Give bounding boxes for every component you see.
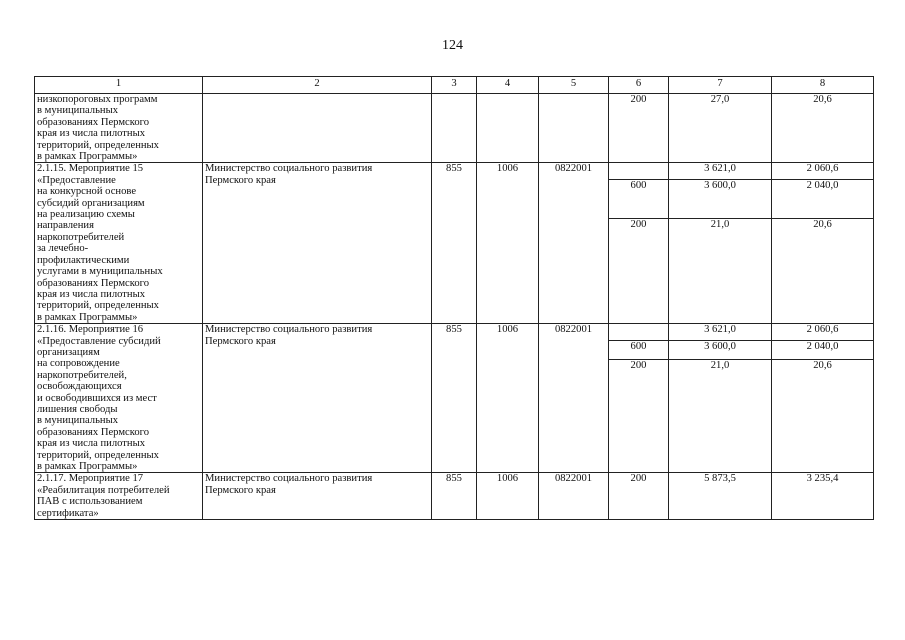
- activity-name-cell: 2.1.16. Мероприятие 16 «Предоставление субсидий организациям на сопровождение наркопотребителей, освобождающихся и освободившихся из мест лишения свободы в муниципальных образованиях Пермского края из числа пилотных территорий, определенных в рамках Программы»: [35, 324, 203, 473]
- code-cell-5: [539, 94, 609, 163]
- code-cell-3: 855: [432, 473, 477, 520]
- code-cell-5: 0822001: [539, 324, 609, 473]
- header-cell: 4: [477, 77, 539, 94]
- value-column-c7: [669, 324, 772, 473]
- sub-value: 2 040,0: [772, 179, 873, 218]
- sub-value: 200: [609, 218, 668, 230]
- value-column-c6: [609, 473, 669, 520]
- sub-value: 600: [609, 340, 668, 359]
- page-number: 124: [442, 38, 463, 53]
- value-column-c6: [609, 163, 669, 324]
- organization-cell: Министерство социального развития Пермского края: [203, 163, 432, 324]
- activity-name-cell: 2.1.17. Мероприятие 17 «Реабилитация потребителей ПАВ с использованием сертификата»: [35, 473, 203, 520]
- table-row: [35, 94, 874, 163]
- organization-cell: Министерство социального развития Пермского края: [203, 324, 432, 473]
- code-cell-4: [477, 94, 539, 163]
- organization-cell: Министерство социального развития Пермского края: [203, 473, 432, 520]
- sub-value: 3 621,0: [704, 163, 736, 175]
- table-row: [35, 324, 874, 473]
- sub-value: 600: [609, 179, 668, 218]
- header-cell: 7: [669, 77, 772, 94]
- sub-value: 2 060,6: [806, 324, 839, 336]
- organization-cell: [203, 94, 432, 163]
- code-cell-4: 1006: [477, 324, 539, 473]
- code-cell-3: 855: [432, 163, 477, 324]
- header-cell: 2: [203, 77, 432, 94]
- value-column-c7: [669, 473, 772, 520]
- value-column-c8: [772, 163, 874, 324]
- value-column-c6: [609, 324, 669, 473]
- sub-value: 3 621,0: [704, 324, 736, 336]
- activity-name-cell: низкопороговых программ в муниципальных образованиях Пермского края из числа пилотных территорий, определенных в рамках Программы»: [35, 94, 203, 163]
- sub-value: 20,6: [772, 359, 873, 371]
- code-cell-4: 1006: [477, 473, 539, 520]
- sub-value: 20,6: [772, 218, 873, 230]
- sub-value: 5 873,5: [704, 473, 736, 485]
- value-column-c8: [772, 94, 874, 163]
- value-column-c6: [609, 94, 669, 163]
- sub-value: 200: [609, 359, 668, 371]
- code-cell-5: 0822001: [539, 163, 609, 324]
- sub-value: 20,6: [813, 94, 832, 105]
- sub-value: 3 235,4: [806, 473, 839, 485]
- sub-value: [611, 163, 666, 179]
- activity-name-cell: 2.1.15. Мероприятие 15 «Предоставление на конкурсной основе субсидий организациям на реализацию схемы направления наркопотребителей за лечебно- профилактическими услугами в муниципальных образованиях Пермского края из числа пилотных территорий, определенных в рамках Программы»: [35, 163, 203, 324]
- sub-value: 21,0: [669, 359, 771, 371]
- sub-value: 2 040,0: [772, 340, 873, 359]
- code-cell-3: [432, 94, 477, 163]
- value-column-c7: [669, 94, 772, 163]
- sub-value: [611, 324, 666, 340]
- value-column-c8: [772, 324, 874, 473]
- value-column-c7: [669, 163, 772, 324]
- table-row: [35, 163, 874, 324]
- sub-value: 200: [630, 473, 647, 485]
- value-column-c8: [772, 473, 874, 520]
- sub-value: 21,0: [669, 218, 771, 230]
- table-row: [35, 473, 874, 520]
- header-cell: 1: [35, 77, 203, 94]
- sub-value: 3 600,0: [669, 179, 771, 218]
- sub-value: 2 060,6: [806, 163, 839, 175]
- header-cell: 5: [539, 77, 609, 94]
- header-cell: 6: [609, 77, 669, 94]
- sub-value: 3 600,0: [669, 340, 771, 359]
- code-cell-4: 1006: [477, 163, 539, 324]
- budget-table: [34, 76, 874, 520]
- header-row: [35, 77, 874, 94]
- sub-value: 27,0: [710, 94, 730, 105]
- code-cell-5: 0822001: [539, 473, 609, 520]
- header-cell: 3: [432, 77, 477, 94]
- code-cell-3: 855: [432, 324, 477, 473]
- header-cell: 8: [772, 77, 874, 94]
- sub-value: 200: [630, 94, 647, 105]
